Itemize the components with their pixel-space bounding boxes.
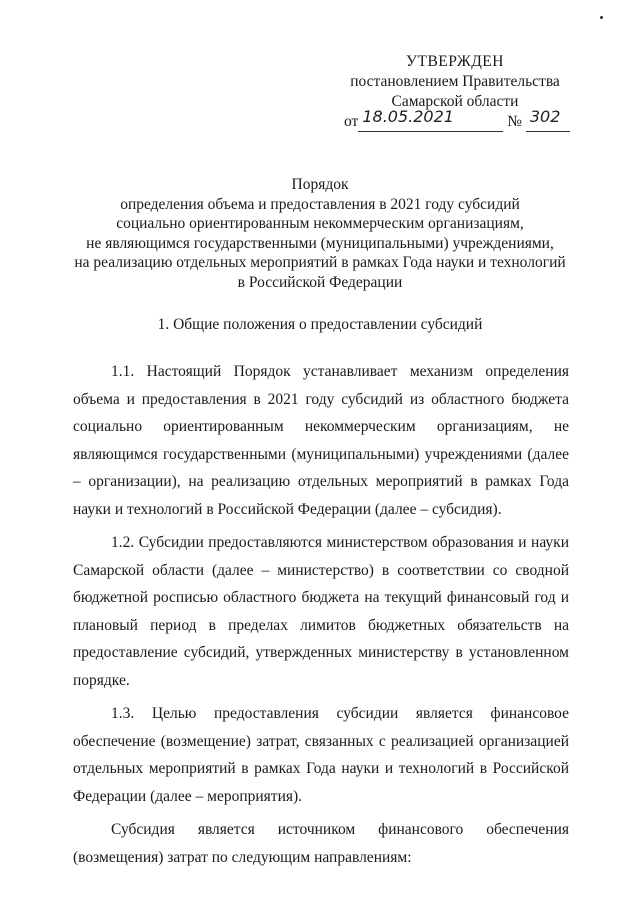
paragraph-1-1: 1.1. Настоящий Порядок устанавливает механизм определения объема и предоставления в 2021 году субсидий из областного бюджета социально ориентированным некоммерческим организациям, не являющимся государственными (муниципальными) учреждениями (далее – организации), на реализацию отдельных мероприятий в рамках Года науки и технологий в Российской Федерации (далее – субсидия). [73, 363, 569, 518]
document-title-line: социально ориентированным некоммерческим организациям, [116, 215, 524, 232]
approval-line-2: Самарской области [391, 93, 519, 110]
approval-title: УТВЕРЖДЕН [406, 53, 504, 70]
section-heading: 1. Общие положения о предоставлении субсидий [157, 316, 483, 333]
paragraph-1-3: 1.3. Целью предоставления субсидии является финансовое обеспечение (возмещение) затрат, связанных с реализацией организацией отдельных мероприятий в рамках Года науки и технологий в Российской Федерации (далее – мероприятия). [73, 705, 569, 805]
document-title [60, 175, 580, 292]
document-title-line: в Российской Федерации [237, 273, 403, 291]
approval-date-line [330, 107, 580, 132]
paragraph-subsidy-directions: Субсидия является источником финансового обеспечения (возмещения) затрат по следующим направлениям: [73, 821, 569, 866]
document-title-line: не являющимся государственными (муниципальными) учреждениями, [86, 234, 554, 252]
document-title-line: на реализацию отдельных мероприятий в рамках Года науки и технологий [74, 254, 566, 271]
paragraph-1-2: 1.2. Субсидии предоставляются министерством образования и науки Самарской области (далее – министерство) в соответствии со сводной бюджетной росписью областного бюджета на текущий финансовый год и плановый период в пределах лимитов бюджетных обязательств на предоставление субсидий, утвержденных министерству в установленном порядке. [73, 534, 569, 689]
approval-from-label: от [344, 113, 359, 130]
approval-number-handwritten: 302 [529, 107, 561, 126]
approval-number-label: № [507, 113, 522, 130]
document-title-line: определения объема и предоставления в 2021 году субсидий [120, 195, 520, 213]
approval-date-handwritten: 18.05.2021 [362, 107, 454, 126]
scan-speck [600, 16, 603, 19]
document-title-line: Порядок [291, 176, 349, 193]
approval-date-field [358, 107, 503, 132]
approval-stamp [330, 52, 580, 132]
approval-line-1: постановлением Правительства [350, 73, 560, 90]
approval-number-field [526, 107, 570, 132]
document-body [73, 358, 569, 877]
